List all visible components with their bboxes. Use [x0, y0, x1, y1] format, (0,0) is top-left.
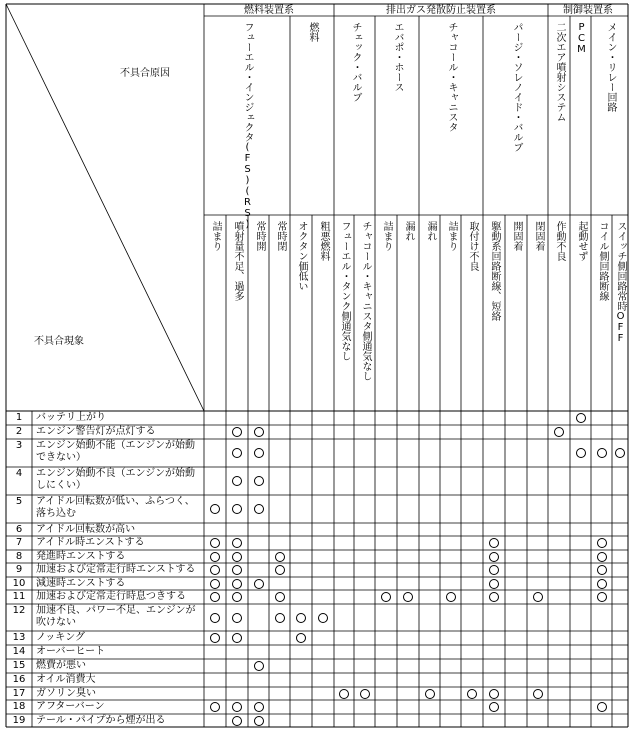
phenomenon-line: 加速および定常走行時息つきする [36, 591, 186, 602]
phenomenon-line: オーバーヒート [36, 646, 106, 657]
phenomenon-text [36, 524, 202, 536]
phenomenon-line: エンジン警告灯が点灯する [36, 426, 156, 437]
row-number: 4 [15, 468, 23, 479]
phenomenon-text [36, 646, 202, 658]
component-label: メイン・リレー回路 [605, 22, 616, 112]
mark-circle [254, 476, 264, 486]
row-number: 18 [12, 701, 26, 712]
phenomenon-line: バッテリ上がり [36, 412, 106, 423]
mark-circle [254, 504, 264, 514]
mark-circle [232, 427, 242, 437]
component-label: チェック・バルブ [350, 22, 361, 102]
mark-circle [489, 552, 499, 562]
phenomenon-text [36, 715, 202, 727]
mark-circle [381, 592, 391, 602]
cause-column-label: オクタン価低い [296, 221, 307, 291]
phenomenon-line: アイドル回転数が低い、ふらつく、 [36, 496, 195, 507]
mark-circle [597, 702, 607, 712]
phenomenon-text [36, 440, 202, 464]
mark-circle [296, 613, 306, 623]
mark-circle [232, 592, 242, 602]
cause-column-label: スイッチ側回路常時OFF [615, 221, 626, 344]
row-number: 17 [12, 688, 26, 699]
phenomenon-line: 加速および定常走行時エンストする [36, 564, 196, 575]
row-number: 2 [15, 426, 23, 437]
phenomenon-line: 加速不良、パワー不足、エンジンが [36, 605, 196, 616]
cause-column-label: チャコール・キャニスタ側通気なし [360, 221, 371, 381]
mark-circle [275, 552, 285, 562]
mark-circle [597, 579, 607, 589]
cause-column-label: 駆動系回路断線、短絡 [489, 221, 500, 321]
row-number: 14 [12, 646, 26, 657]
mark-circle [254, 716, 264, 726]
mark-circle [210, 702, 220, 712]
mark-circle [254, 579, 264, 589]
phenomenon-text [36, 496, 202, 520]
mark-circle [489, 592, 499, 602]
cause-column-label: 漏れ [425, 221, 436, 241]
row-number: 7 [15, 537, 23, 548]
phenomenon-text [36, 591, 202, 603]
cause-column-label: 詰まり [210, 221, 221, 251]
mark-circle [339, 689, 349, 699]
mark-circle [232, 716, 242, 726]
phenomenon-line: できない） [36, 452, 86, 463]
mark-circle [597, 538, 607, 548]
phenomenon-text [36, 674, 202, 686]
row-number: 8 [15, 551, 23, 562]
mark-circle [615, 448, 625, 458]
phenomenon-label: 不具合現象 [34, 336, 84, 347]
phenomenon-line: アフターバーン [36, 701, 105, 712]
mark-circle [232, 702, 242, 712]
component-label: チャコール・キャニスタ [446, 22, 457, 132]
mark-circle [403, 592, 413, 602]
mark-circle [489, 538, 499, 548]
mark-circle [425, 689, 435, 699]
component-label: エバポ・ホース [392, 22, 403, 92]
cause-column-label: 閉固着 [533, 221, 544, 251]
row-number: 11 [12, 591, 26, 602]
cause-column-label: 常時閉 [275, 221, 286, 251]
phenomenon-text [36, 426, 202, 438]
mark-circle [210, 633, 220, 643]
mark-circle [597, 592, 607, 602]
row-number: 15 [12, 660, 26, 671]
mark-circle [467, 689, 477, 699]
mark-circle [360, 689, 370, 699]
row-number: 9 [15, 564, 23, 575]
component-label: フューエル・インジェクタ(FS)(RS) [242, 22, 253, 230]
phenomenon-text [36, 564, 202, 576]
phenomenon-line: 吹けない [36, 617, 76, 628]
phenomenon-text [36, 468, 202, 492]
mark-circle [597, 565, 607, 575]
phenomenon-line: 減速時エンストする [36, 578, 126, 589]
component-label: パージ・ソレノイド・バルブ [511, 22, 522, 152]
mark-circle [210, 565, 220, 575]
mark-circle [533, 689, 543, 699]
mark-circle [446, 592, 456, 602]
mark-circle [232, 504, 242, 514]
phenomenon-line: アイドル回転数が高い [36, 524, 136, 535]
mark-circle [254, 702, 264, 712]
mark-circle [210, 552, 220, 562]
mark-circle [232, 552, 242, 562]
row-number: 10 [12, 578, 26, 589]
phenomenon-line: エンジン始動不良（エンジンが始動 [36, 468, 195, 479]
cause-column-label: 噴射量不足、過多 [232, 221, 243, 301]
cause-column-label: 取付け不良 [467, 221, 478, 271]
cause-column-label: 粗悪燃料 [318, 221, 329, 261]
mark-circle [232, 538, 242, 548]
phenomenon-text [36, 632, 202, 644]
component-label: 二次エア噴射システム [554, 22, 565, 122]
mark-circle [232, 565, 242, 575]
phenomenon-text [36, 660, 202, 672]
mark-circle [210, 538, 220, 548]
cause-column-label: コイル側回路断線 [597, 221, 608, 301]
mark-circle [275, 613, 285, 623]
mark-circle [232, 633, 242, 643]
phenomenon-text [36, 578, 202, 590]
mark-circle [210, 592, 220, 602]
mark-circle [275, 592, 285, 602]
row-number: 19 [12, 715, 26, 726]
row-number: 6 [15, 524, 23, 535]
cause-label: 不具合原因 [120, 68, 170, 79]
cause-column-label: 起動せず [576, 221, 587, 261]
cause-column-label: フューエル・タンク側通気なし [339, 221, 350, 361]
mark-circle [489, 579, 499, 589]
mark-circle [275, 565, 285, 575]
phenomenon-text [36, 605, 202, 629]
phenomenon-line: ノッキング [36, 632, 85, 643]
mark-circle [489, 565, 499, 575]
mark-circle [232, 448, 242, 458]
phenomenon-line: 落ち込む [36, 508, 76, 519]
mark-circle [296, 633, 306, 643]
cause-column-label: 開固着 [511, 221, 522, 251]
mark-circle [254, 427, 264, 437]
cause-column-label: 漏れ [403, 221, 414, 241]
phenomenon-text [36, 551, 202, 563]
row-number: 16 [12, 674, 26, 685]
mark-circle [210, 613, 220, 623]
cause-column-label: 常時開 [254, 221, 265, 251]
phenomenon-text [36, 537, 202, 549]
component-label: PCM [576, 22, 587, 55]
phenomenon-text [36, 412, 202, 424]
mark-circle [489, 702, 499, 712]
mark-circle [554, 427, 564, 437]
phenomenon-line: ガソリン臭い [36, 688, 96, 699]
phenomenon-text [36, 701, 202, 713]
mark-circle [254, 448, 264, 458]
phenomenon-line: しにくい） [36, 480, 86, 491]
mark-circle [210, 504, 220, 514]
phenomenon-text [36, 688, 202, 700]
cause-column-label: 詰まり [381, 221, 392, 251]
mark-circle [597, 448, 607, 458]
phenomenon-line: 燃費が悪い [36, 660, 86, 671]
row-number: 3 [15, 440, 23, 451]
mark-circle [576, 448, 586, 458]
mark-circle [210, 579, 220, 589]
phenomenon-line: 発進時エンストする [36, 551, 126, 562]
group-label: 排出ガス発散防止装置系 [386, 5, 496, 16]
mark-circle [597, 552, 607, 562]
mark-circle [489, 689, 499, 699]
cause-column-label: 作動不良 [554, 221, 565, 261]
component-label: 燃料 [307, 22, 318, 42]
mark-circle [318, 613, 328, 623]
row-number: 1 [15, 412, 23, 423]
cause-column-label: 詰まり [446, 221, 457, 251]
row-number: 12 [12, 605, 26, 616]
group-label: 制御装置系 [563, 5, 613, 16]
row-number: 13 [12, 632, 26, 643]
mark-circle [232, 476, 242, 486]
phenomenon-line: テール・パイプから煙が出る [36, 715, 166, 726]
row-number: 5 [15, 496, 23, 507]
group-label: 燃料装置系 [244, 5, 294, 16]
mark-circle [232, 613, 242, 623]
phenomenon-line: オイル消費大 [36, 674, 96, 685]
phenomenon-line: エンジン始動不能（エンジンが始動 [36, 440, 195, 451]
mark-circle [533, 592, 543, 602]
mark-circle [232, 579, 242, 589]
mark-circle [254, 661, 264, 671]
mark-circle [576, 413, 586, 423]
phenomenon-line: アイドル時エンストする [36, 537, 145, 548]
corner-diagonal [6, 4, 204, 411]
